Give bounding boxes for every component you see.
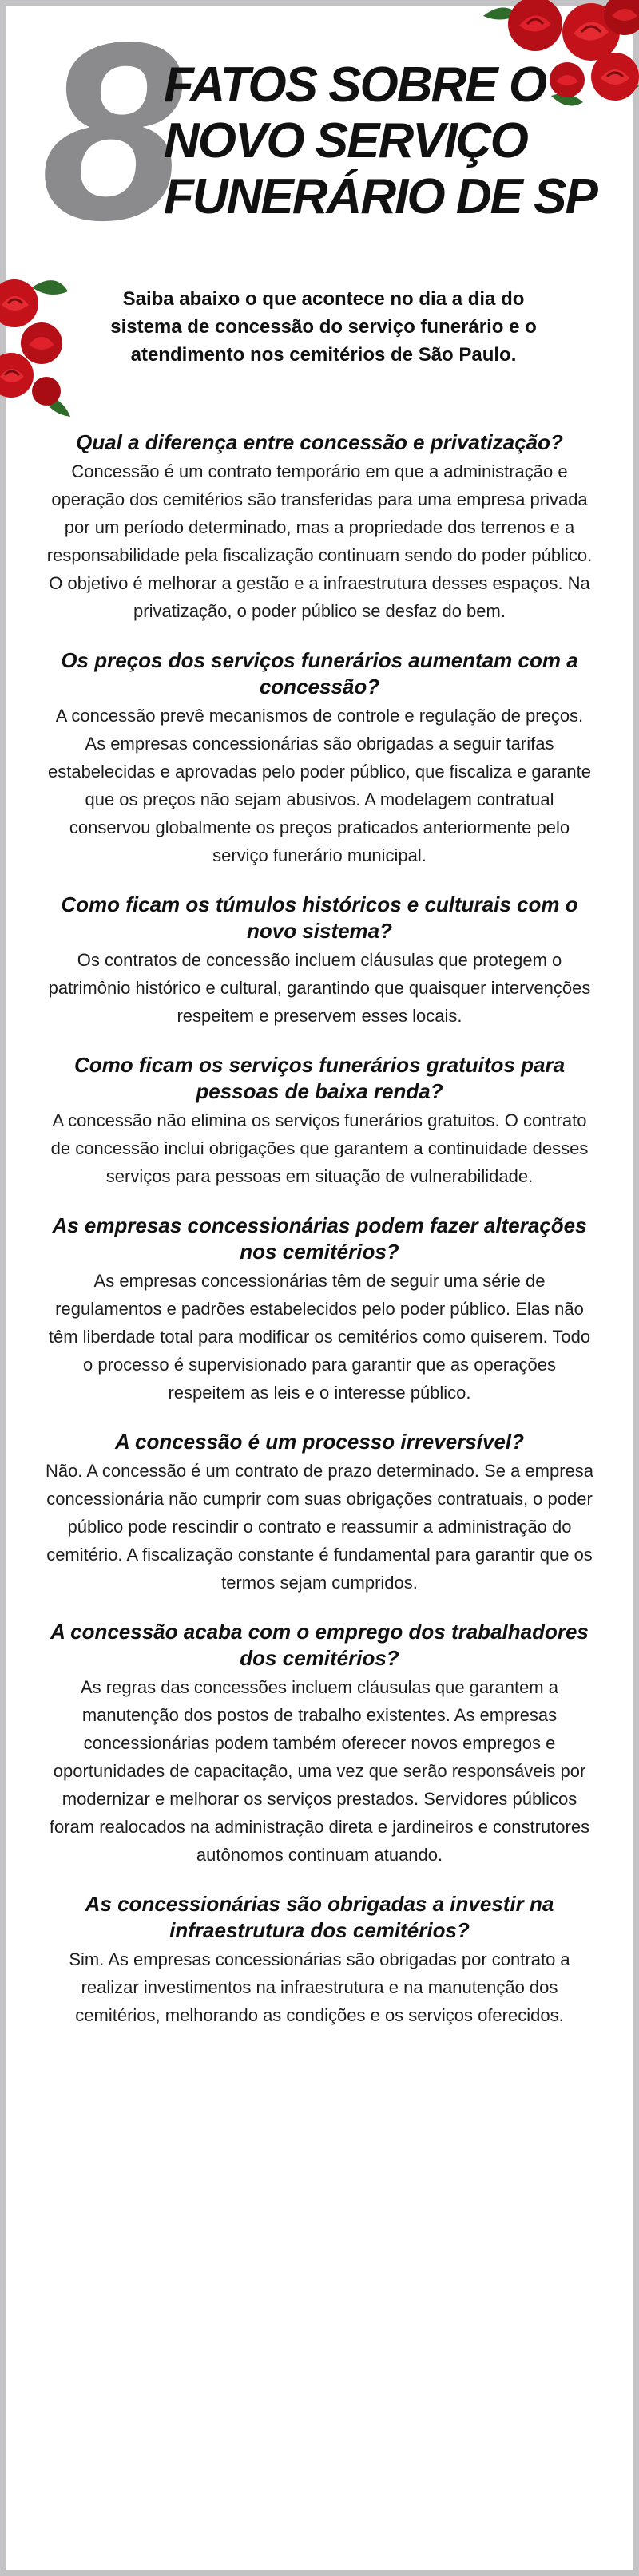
faq-item <box>44 1619 595 1869</box>
faq-item <box>44 1429 595 1597</box>
rose-icon <box>550 62 585 97</box>
faq-list <box>44 429 595 2052</box>
faq-question: A concessão é um processo irreversível? <box>114 1430 525 1454</box>
faq-answer: Não. A concessão é um contrato de prazo determinado. Se a empresa concessionária não cumprir com suas obrigações contratuais, o poder público pode rescindir o contrato e reassumir a administração do cemitério. A fiscalização constante é fundamental para garantir que os termos sejam cumpridos. <box>45 1461 594 1593</box>
rose-icon <box>21 322 62 364</box>
faq-answer: Os contratos de concessão incluem cláusulas que protegem o patrimônio histórico e cultural, garantindo que quaisquer intervenções respeitem e preservem esses locais. <box>48 950 591 1026</box>
faq-question: Como ficam os serviços funerários gratuitos para pessoas de baixa renda? <box>73 1053 566 1103</box>
faq-answer: As empresas concessionárias têm de seguir uma série de regulamentos e padrões estabelecidos pelo poder público. Elas não têm liberdade total para modificar os cemitérios como quiserem. Todo o processo é supervisionado para garantir que as operações respeitem as leis e o interesse público. <box>48 1271 591 1403</box>
page-title <box>164 57 597 225</box>
title-line: FUNERÁRIO DE SP <box>164 169 597 224</box>
faq-question: Os preços dos serviços funerários aumentam com a concessão? <box>61 648 578 698</box>
faq-item <box>44 429 595 625</box>
faq-answer: Sim. As empresas concessionárias são obrigadas por contrato a realizar investimentos na infraestrutura e na manutenção dos cemitérios, melhorando as condições e os serviços oferecidos. <box>69 1949 570 2025</box>
rose-icon <box>508 0 562 51</box>
faq-item <box>44 1891 595 2029</box>
faq-answer: Concessão é um contrato temporário em que a administração e operação dos cemitérios são transferidas para uma empresa privada por um período determinado, mas a propriedade dos terrenos e a responsabilidade pela fiscalização continuam sendo do poder público. O objetivo é melhorar a gestão e a infraestrutura desses espaços. Na privatização, o poder público se desfaz do bem. <box>46 461 593 621</box>
rose-icon <box>0 279 38 327</box>
rose-icon <box>591 53 639 101</box>
rose-icon <box>0 353 34 398</box>
faq-question: Como ficam os túmulos históricos e culturais com o novo sistema? <box>61 892 578 943</box>
rose-icon <box>32 377 61 406</box>
faq-item <box>44 1213 595 1407</box>
faq-answer: A concessão não elimina os serviços funerários gratuitos. O contrato de concessão inclui obrigações que garantem a continuidade desses serviços para pessoas em situação de vulnerabilidade. <box>50 1110 589 1186</box>
faq-item <box>44 892 595 1030</box>
faq-question: As empresas concessionárias podem fazer alterações nos cemitérios? <box>52 1213 587 1264</box>
faq-answer: A concessão prevê mecanismos de controle e regulação de preços. As empresas concessionárias são obrigadas a seguir tarifas estabelecidas e aprovadas pelo poder público, que fiscaliza e garante que os preços não sejam abusivos. A modelagem contratual conservou globalmente os preços praticados anteriormente pelo serviço funerário municipal. <box>47 706 591 865</box>
title-line: FATOS SOBRE O <box>164 57 546 113</box>
faq-question: As concessionárias são obrigadas a investir na infraestrutura dos cemitérios? <box>85 1892 554 1942</box>
intro-text: Saiba abaixo o que acontece no dia a dia do sistema de concessão do serviço funerário e o atendimento nos cemitérios de São Paulo. <box>110 288 537 366</box>
faq-question: A concessão acaba com o emprego dos trabalhadores dos cemitérios? <box>50 1620 589 1670</box>
faq-question: Qual a diferença entre concessão e privatização? <box>76 430 563 454</box>
big-number-eight: 8 <box>42 0 178 273</box>
faq-item <box>44 1052 595 1190</box>
leaf-icon <box>32 280 68 295</box>
faq-item <box>44 647 595 869</box>
roses-left-decoration <box>0 271 72 423</box>
faq-answer: As regras das concessões incluem cláusulas que garantem a manutenção dos postos de trabalho existentes. As empresas concessionárias podem também oferecer novos empregos e oportunidades de capacitação, uma vez que serão responsáveis por modernizar e melhorar os serviços prestados. Servidores públicos foram realocados na administração direta e jardineiros e construtores autônomos continuam atuando. <box>49 1677 590 1865</box>
title-line: NOVO SERVIÇO <box>164 113 527 168</box>
